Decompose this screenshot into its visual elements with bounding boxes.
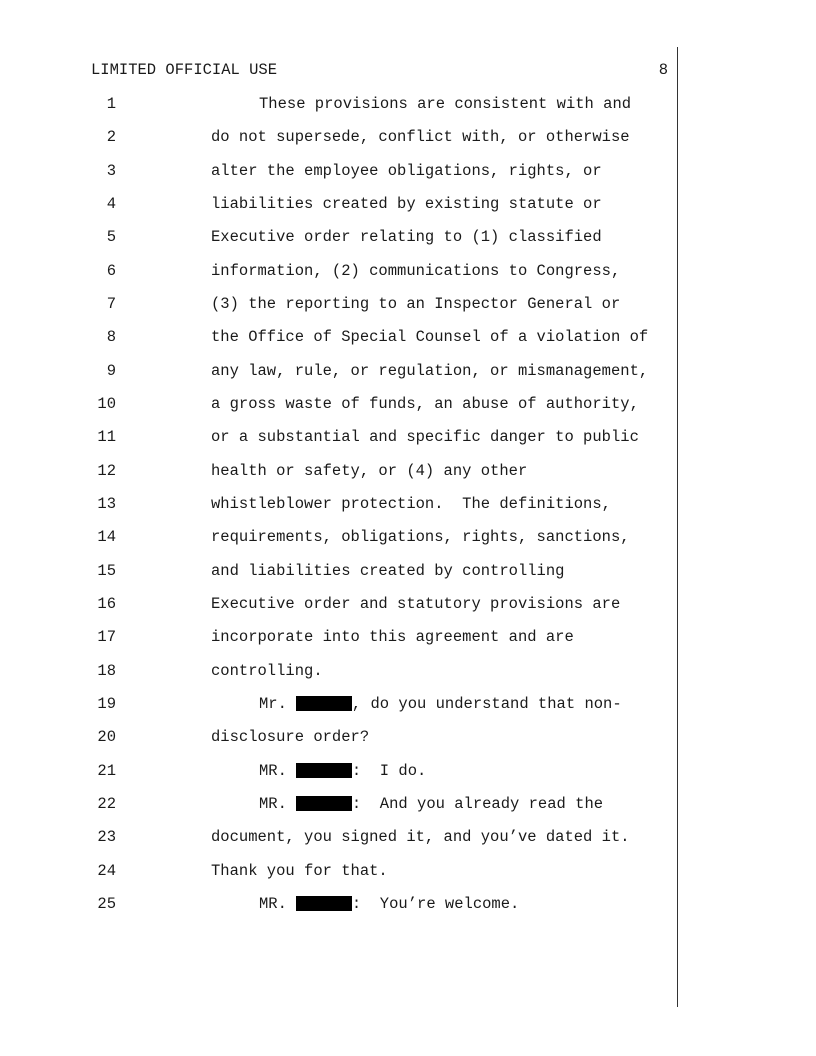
line-number: 17	[97, 628, 116, 646]
line-text	[259, 792, 603, 816]
transcript-line	[0, 259, 816, 283]
line-number: 12	[97, 462, 116, 480]
redaction-box	[296, 796, 352, 811]
line-number: 24	[97, 862, 116, 880]
transcript-line	[0, 725, 816, 749]
line-number: 8	[106, 328, 116, 346]
transcript-line	[0, 425, 816, 449]
line-text	[259, 759, 426, 783]
line-text: Executive order and statutory provisions are	[211, 595, 621, 613]
speaker-prefix: Mr.	[259, 695, 287, 713]
transcript-line	[0, 92, 816, 116]
line-text: any law, rule, or regulation, or mismanagement,	[211, 362, 649, 380]
page-number: 8	[658, 61, 668, 79]
line-text: the Office of Special Counsel of a violation of	[211, 328, 649, 346]
line-text: requirements, obligations, rights, sanctions,	[211, 528, 630, 546]
line-text: health or safety, or (4) any other	[211, 462, 528, 480]
redaction-box	[296, 896, 352, 911]
line-text: alter the employee obligations, rights, or	[211, 162, 602, 180]
transcript-line	[0, 559, 816, 583]
line-number: 21	[97, 762, 116, 780]
line-number: 10	[97, 395, 116, 413]
transcript-line	[0, 759, 816, 783]
classification-header: LIMITED OFFICIAL USE	[91, 61, 278, 79]
line-number: 22	[97, 795, 116, 813]
speaker-suffix: : You’re welcome.	[351, 895, 520, 913]
speaker-prefix: MR.	[259, 795, 287, 813]
transcript-line	[0, 392, 816, 416]
line-number: 7	[106, 295, 116, 313]
line-text: whistleblower protection. The definitions,	[211, 495, 611, 513]
line-number: 19	[97, 695, 116, 713]
speaker-suffix: : And you already read the	[351, 795, 604, 813]
line-text: Executive order relating to (1) classified	[211, 228, 602, 246]
line-text: document, you signed it, and you’ve dated it.	[211, 828, 630, 846]
transcript-line	[0, 525, 816, 549]
line-number: 23	[97, 828, 116, 846]
transcript-line	[0, 825, 816, 849]
transcript-line	[0, 359, 816, 383]
transcript-line	[0, 659, 816, 683]
line-text: (3) the reporting to an Inspector General or	[211, 295, 621, 313]
line-text: liabilities created by existing statute or	[211, 195, 602, 213]
redaction-box	[296, 696, 352, 711]
line-text: controlling.	[211, 662, 323, 680]
line-number: 13	[97, 495, 116, 513]
line-text: or a substantial and specific danger to public	[211, 428, 639, 446]
transcript-line	[0, 325, 816, 349]
line-text: disclosure order?	[211, 728, 370, 746]
transcript-line	[0, 225, 816, 249]
line-number: 3	[106, 162, 116, 180]
line-text: do not supersede, conflict with, or otherwise	[211, 128, 630, 146]
transcript-line	[0, 859, 816, 883]
line-number: 11	[97, 428, 116, 446]
line-text: and liabilities created by controlling	[211, 562, 565, 580]
transcript-line	[0, 692, 816, 716]
line-number: 18	[97, 662, 116, 680]
line-number: 6	[106, 262, 116, 280]
line-text: information, (2) communications to Congress,	[211, 262, 621, 280]
line-number: 4	[106, 195, 116, 213]
line-number: 25	[97, 895, 116, 913]
line-number: 1	[106, 95, 116, 113]
line-text	[259, 692, 622, 716]
transcript-line	[0, 892, 816, 916]
transcript-line	[0, 492, 816, 516]
transcript-line	[0, 292, 816, 316]
speaker-prefix: MR.	[259, 895, 287, 913]
transcript-line	[0, 192, 816, 216]
redaction-box	[296, 763, 352, 778]
transcript-line	[0, 625, 816, 649]
line-number: 20	[97, 728, 116, 746]
line-number: 14	[97, 528, 116, 546]
line-text: incorporate into this agreement and are	[211, 628, 574, 646]
line-number: 2	[106, 128, 116, 146]
line-number: 5	[106, 228, 116, 246]
transcript-line	[0, 792, 816, 816]
line-text: a gross waste of funds, an abuse of authority,	[211, 395, 639, 413]
speaker-prefix: MR.	[259, 762, 287, 780]
speaker-suffix: : I do.	[351, 762, 427, 780]
transcript-line	[0, 459, 816, 483]
line-number: 9	[106, 362, 116, 380]
line-text: These provisions are consistent with and	[259, 95, 632, 113]
transcript-line	[0, 125, 816, 149]
speaker-suffix: , do you understand that non-	[351, 695, 622, 713]
line-number: 16	[97, 595, 116, 613]
line-number: 15	[97, 562, 116, 580]
line-text	[259, 892, 519, 916]
transcript-line	[0, 592, 816, 616]
line-text: Thank you for that.	[211, 862, 388, 880]
transcript-line	[0, 159, 816, 183]
